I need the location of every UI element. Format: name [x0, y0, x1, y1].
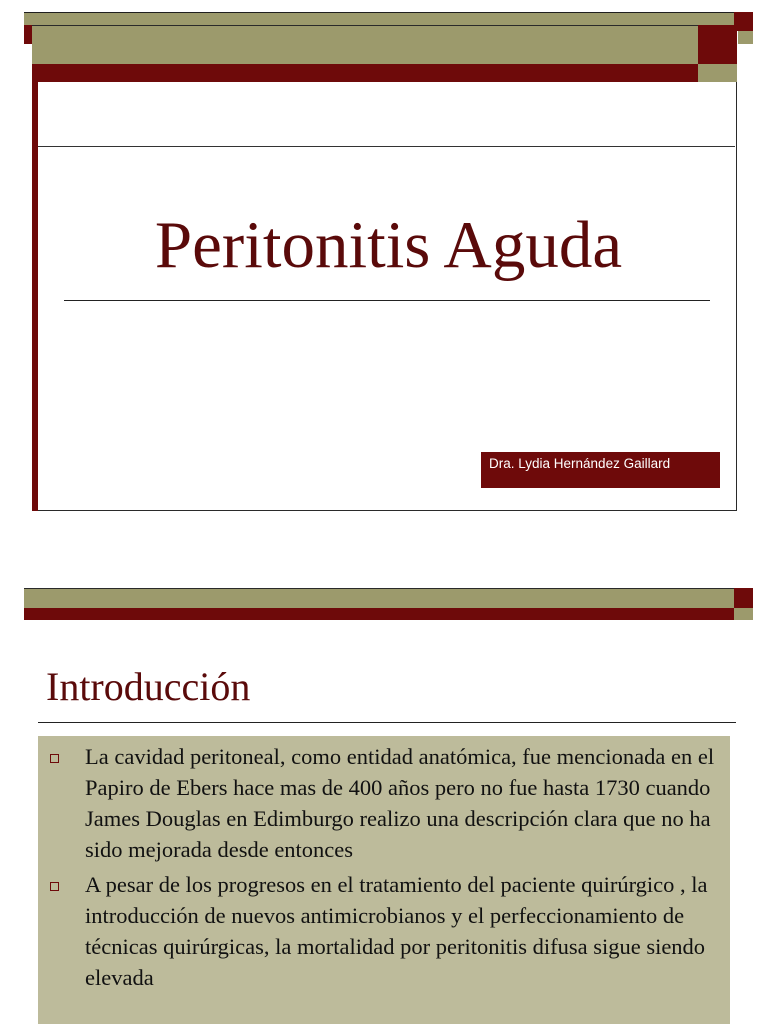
- square-bullet-icon: [50, 882, 59, 891]
- slide1-header-maroon-strip: [24, 25, 32, 44]
- slide2-corner-square: [734, 588, 753, 608]
- slide1-corner-square-small-olive: [738, 31, 753, 44]
- title-underline: [64, 300, 710, 301]
- heading-underline: [38, 722, 736, 723]
- slide2-header-olive-bar: [24, 588, 734, 608]
- slide2-corner-square-olive: [734, 608, 753, 620]
- list-item: [50, 869, 720, 993]
- bullet-list: [38, 736, 730, 1024]
- slide1-corner-square-large: [698, 25, 737, 64]
- square-bullet-icon: [50, 754, 59, 763]
- slide2-header-maroon-bar: [24, 608, 734, 620]
- author-badge: Dra. Lydia Hernández Gaillard: [481, 452, 720, 488]
- bullet-text: A pesar de los progresos en el tratamiento del paciente quirúrgico , la introducción de nuevos antimicrobianos y el perfeccionamiento de técnicas quirúrgicas, la mortalidad por peritonitis difusa sigue siendo elevada: [85, 872, 708, 990]
- slide1-top-divider: [38, 146, 735, 147]
- slide1-header-olive-bar: [32, 25, 698, 64]
- bullet-text: La cavidad peritoneal, como entidad anatómica, fue mencionada en el Papiro de Ebers hace mas de 400 años pero no fue hasta 1730 cuando James Douglas en Edimburgo realizo una descripción clara que no ha sido mejorada desde entonces: [85, 744, 715, 862]
- slide1-header-maroon-bar: [32, 64, 698, 82]
- slide1-corner-square-olive: [698, 64, 737, 82]
- slide1-header-olive-back: [24, 13, 734, 25]
- slide-title: Peritonitis Aguda: [154, 208, 623, 282]
- list-item: [50, 741, 720, 865]
- section-heading: Introducción: [46, 664, 251, 709]
